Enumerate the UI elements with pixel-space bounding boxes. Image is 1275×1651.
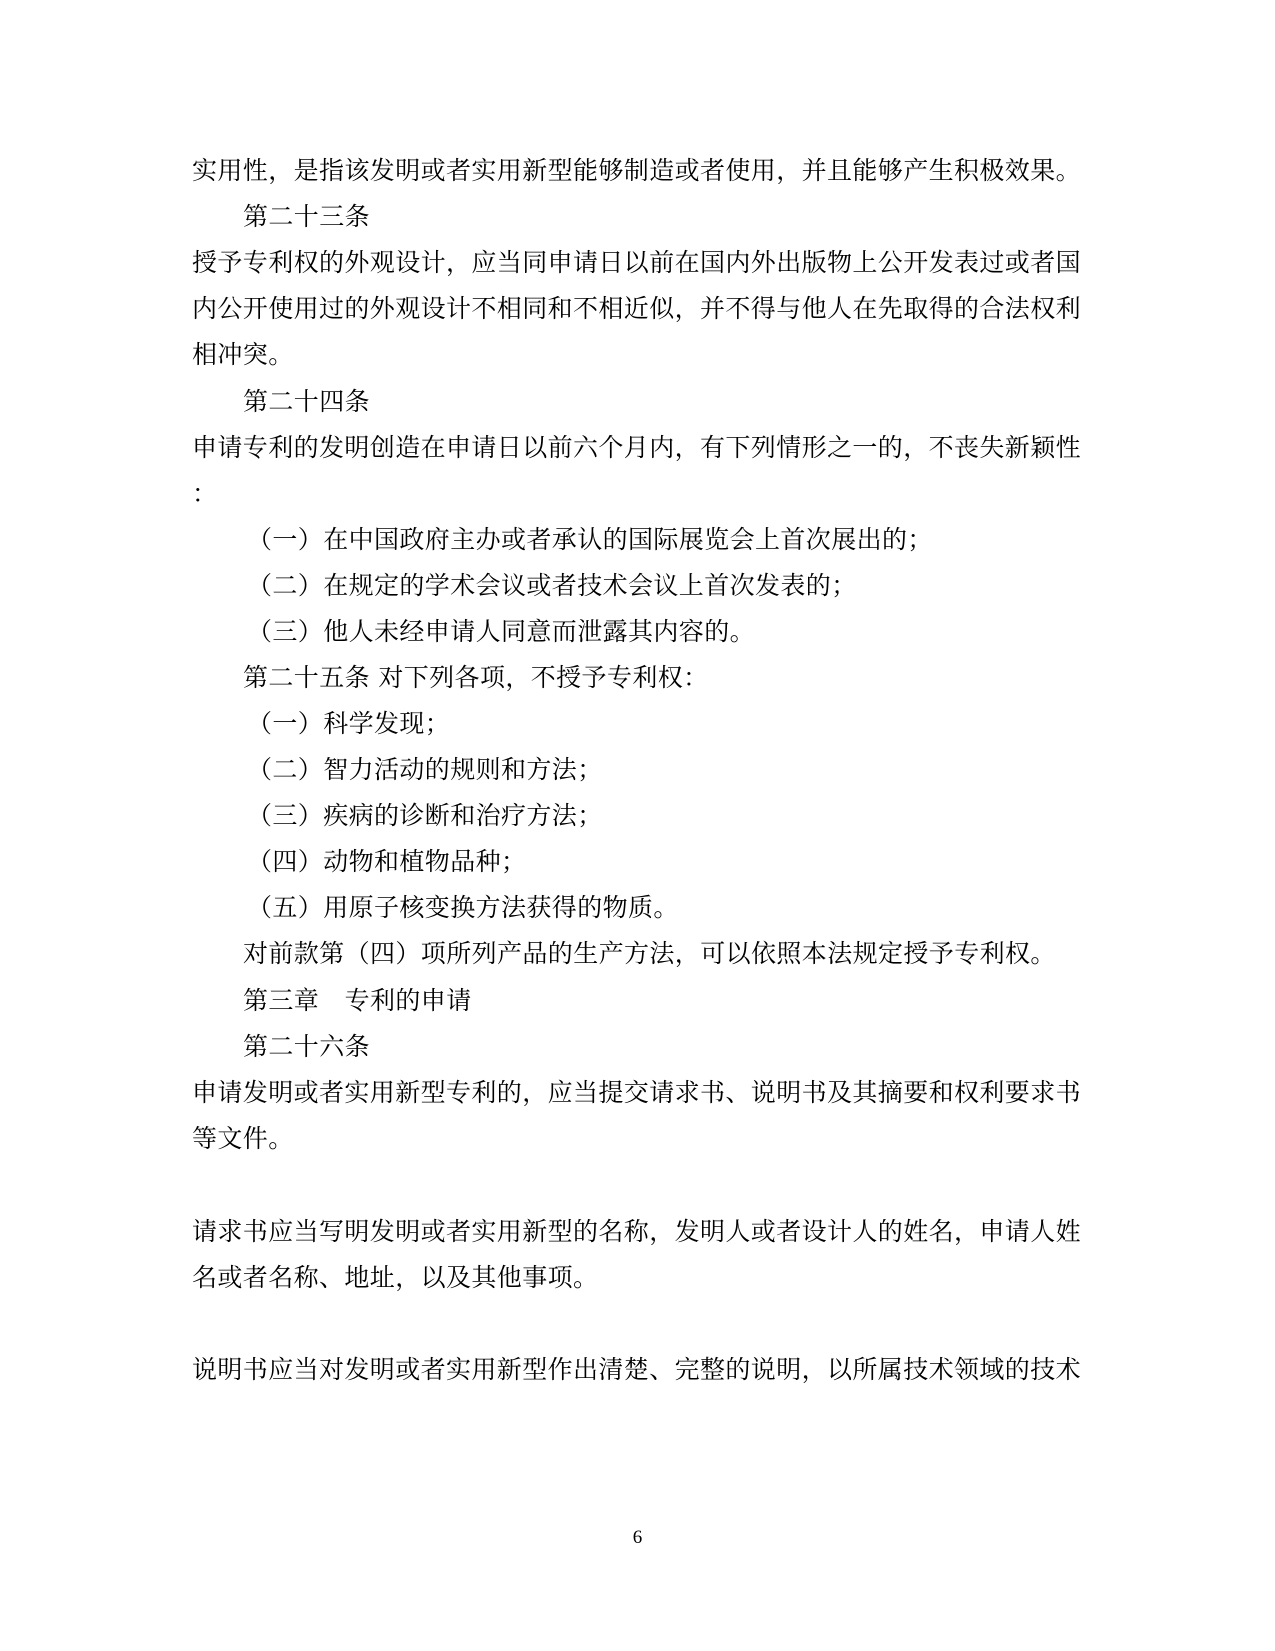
text-line: 名或者名称、地址，以及其他事项。 [192,1263,599,1292]
text-line: 对前款第（四）项所列产品的生产方法，可以依照本法规定授予专利权。 [243,939,1056,968]
article-heading: 第二十四条 [243,387,371,416]
list-item: （二）在规定的学术会议或者技术会议上首次发表的； [247,571,857,600]
text-line: 授予专利权的外观设计，应当同申请日以前在国内外出版物上公开发表过或者国 [192,248,1082,277]
text-line: 实用性，是指该发明或者实用新型能够制造或者使用，并且能够产生积极效果。 [192,156,1082,185]
article-heading: 第二十五条 对下列各项，不授予专利权： [243,663,709,692]
text-line: 申请发明或者实用新型专利的，应当提交请求书、说明书及其摘要和权利要求书 [192,1078,1082,1107]
list-item: （四）动物和植物品种； [247,847,527,876]
text-line: 请求书应当写明发明或者实用新型的名称，发明人或者设计人的姓名，申请人姓 [192,1217,1082,1246]
text-line: 申请专利的发明创造在申请日以前六个月内，有下列情形之一的，不丧失新颖性 [192,433,1082,462]
list-item: （一）在中国政府主办或者承认的国际展览会上首次展出的； [247,525,933,554]
article-heading: 第二十六条 [243,1032,371,1061]
list-item: （五）用原子核变换方法获得的物质。 [247,893,679,922]
text-line: 等文件。 [192,1124,294,1153]
list-item: （三）疾病的诊断和治疗方法； [247,801,603,830]
chapter-heading: 第三章 专利的申请 [243,986,472,1015]
list-item: （三）他人未经申请人同意而泄露其内容的。 [247,617,756,646]
article-heading: 第二十三条 [243,202,371,231]
page-number: 6 [632,1527,643,1548]
text-line: ： [192,479,218,508]
list-item: （一）科学发现； [247,709,451,738]
list-item: （二）智力活动的规则和方法； [247,755,603,784]
text-line: 内公开使用过的外观设计不相同和不相近似，并不得与他人在先取得的合法权利 [192,294,1082,323]
text-line: 说明书应当对发明或者实用新型作出清楚、完整的说明，以所属技术领域的技术 [192,1355,1082,1384]
text-line: 相冲突。 [192,340,294,369]
